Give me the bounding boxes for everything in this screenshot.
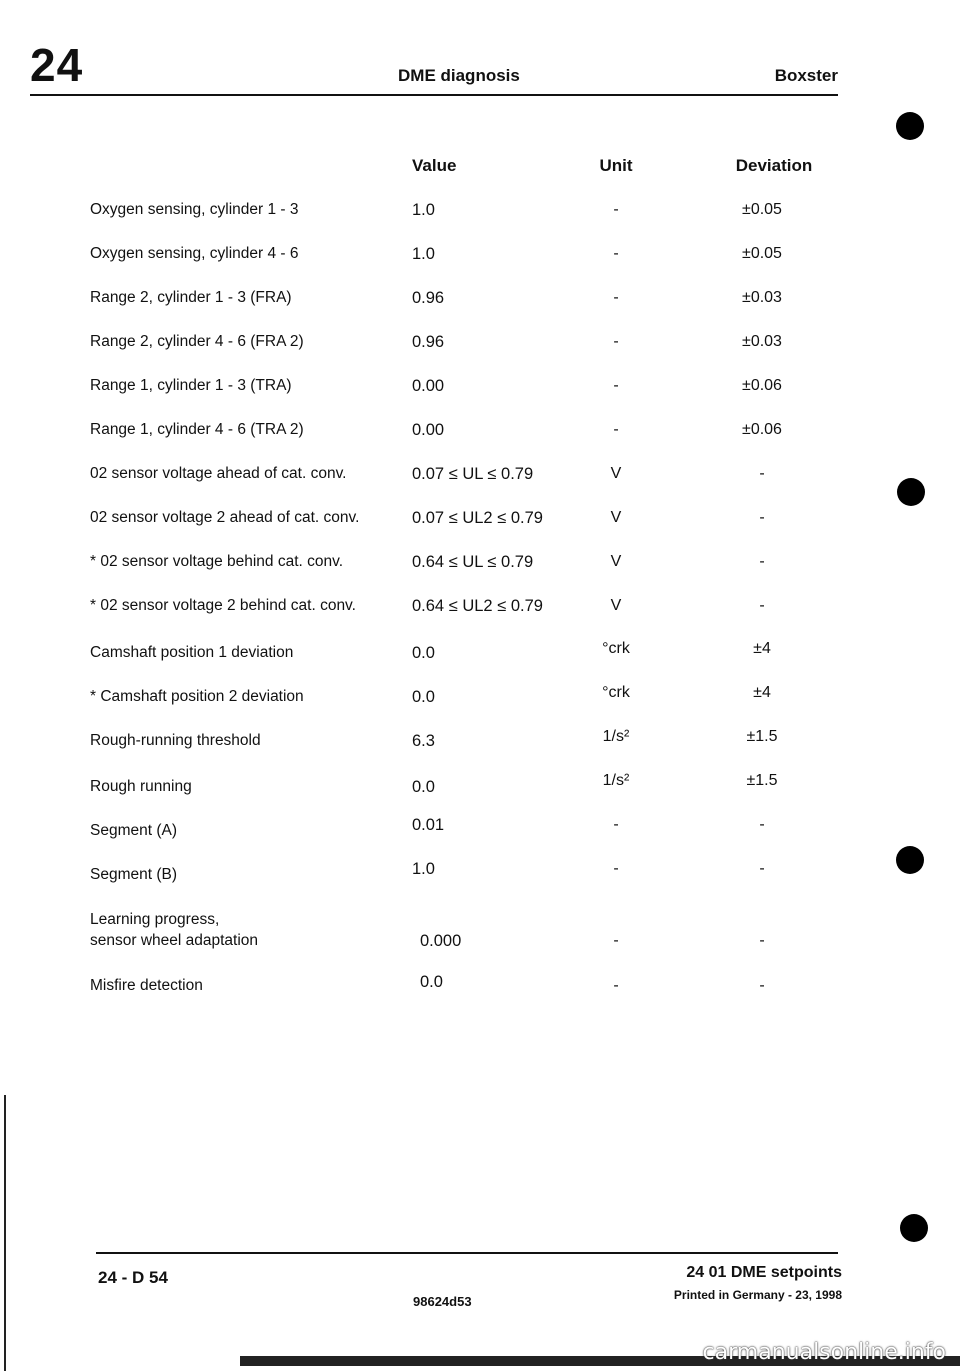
table-row (0, 973, 960, 1001)
row-deviation: - (759, 977, 765, 994)
row-unit: 1/s² (602, 728, 630, 745)
row-deviation: - (759, 509, 765, 526)
table-row (0, 377, 960, 401)
row-value: 0.0 (412, 644, 435, 662)
row-label: Oxygen sensing, cylinder 4 - 6 (90, 245, 299, 262)
row-label: * Camshaft position 2 deviation (90, 688, 304, 705)
row-deviation: ±1.5 (746, 772, 778, 789)
row-label: Camshaft position 1 deviation (90, 644, 294, 661)
row-unit: 1/s² (602, 772, 630, 789)
model-name: Boxster (774, 66, 838, 85)
row-label: Segment (B) (90, 866, 178, 883)
table-row (0, 465, 960, 489)
chapter-number: 24 (30, 39, 84, 91)
row-value: 0.64 ≤ UL2 ≤ 0.79 (412, 597, 543, 615)
row-label: 02 sensor voltage 2 ahead of cat. conv. (90, 509, 360, 526)
row-label: 02 sensor voltage ahead of cat. conv. (90, 465, 347, 482)
column-header-unit: Unit (599, 156, 633, 175)
row-label: Range 1, cylinder 1 - 3 (TRA) (90, 377, 292, 394)
row-value: 0.0 (420, 973, 443, 991)
row-label: * 02 sensor voltage 2 behind cat. conv. (90, 597, 356, 614)
row-value: 0.0 (412, 688, 435, 706)
row-value: 0.96 (412, 333, 445, 351)
row-deviation: ±0.05 (742, 201, 782, 218)
table-row (0, 201, 960, 225)
row-deviation: - (759, 597, 765, 614)
table-row (0, 772, 960, 802)
header-rule (30, 94, 838, 96)
row-unit: - (613, 377, 619, 394)
row-label: Segment (A) (90, 822, 178, 839)
row-label: sensor wheel adaptation (90, 932, 259, 949)
row-value: 0.000 (420, 932, 462, 950)
row-unit: - (613, 860, 619, 877)
table-row (0, 728, 960, 756)
row-deviation: - (759, 465, 765, 482)
row-unit: - (613, 932, 619, 949)
row-unit: - (613, 421, 619, 438)
table-row (0, 333, 960, 357)
row-unit: - (613, 977, 619, 994)
table-row (0, 597, 960, 621)
row-deviation: ±4 (753, 640, 771, 657)
row-value: 6.3 (412, 732, 435, 750)
table-row (0, 932, 960, 956)
row-label: Oxygen sensing, cylinder 1 - 3 (90, 201, 299, 218)
row-label: Range 2, cylinder 1 - 3 (FRA) (90, 289, 292, 306)
row-unit: °crk (602, 684, 630, 701)
row-label: * 02 sensor voltage behind cat. conv. (90, 553, 344, 570)
row-deviation: ±0.06 (742, 377, 782, 394)
row-label: Rough-running threshold (90, 732, 261, 749)
row-value: 0.01 (412, 816, 445, 834)
row-deviation: - (759, 860, 765, 877)
page-number: 24 - D 54 (98, 1268, 168, 1287)
row-deviation: ±1.5 (746, 728, 778, 745)
document-code: 98624d53 (413, 1294, 472, 1309)
punch-hole (900, 1214, 928, 1242)
table-row (0, 421, 960, 445)
row-unit: V (610, 465, 622, 482)
row-unit: V (610, 509, 622, 526)
row-value: 0.64 ≤ UL ≤ 0.79 (412, 553, 534, 571)
row-deviation: ±4 (753, 684, 771, 701)
row-value: 1.0 (412, 860, 435, 878)
print-info: Printed in Germany - 23, 1998 (673, 1288, 842, 1302)
table-row (0, 509, 960, 533)
table-row (0, 684, 960, 712)
page-title: DME diagnosis (398, 66, 520, 85)
row-value: 0.07 ≤ UL2 ≤ 0.79 (412, 509, 543, 527)
row-unit: °crk (602, 640, 630, 657)
table-row (0, 860, 960, 890)
row-unit: - (613, 816, 619, 833)
row-label: Range 1, cylinder 4 - 6 (TRA 2) (90, 421, 304, 438)
row-label: Learning progress, (90, 911, 220, 928)
row-label: Misfire detection (90, 977, 203, 994)
row-value: 1.0 (412, 245, 435, 263)
row-value: 0.00 (412, 421, 445, 439)
punch-hole (896, 846, 924, 874)
punch-hole (897, 478, 925, 506)
row-unit: - (613, 289, 619, 306)
row-value: 0.0 (412, 778, 435, 796)
row-deviation: ±0.03 (742, 289, 782, 306)
column-header-value: Value (412, 156, 457, 175)
table-row (0, 289, 960, 313)
row-value: 0.00 (412, 377, 445, 395)
row-deviation: ±0.06 (742, 421, 782, 438)
row-label: Range 2, cylinder 4 - 6 (FRA 2) (90, 333, 304, 350)
row-deviation: - (759, 553, 765, 570)
row-unit: V (610, 597, 622, 614)
table-row (0, 640, 960, 668)
row-deviation: - (759, 816, 765, 833)
row-deviation: ±0.03 (742, 333, 782, 350)
footer-rule (96, 1252, 838, 1254)
row-deviation: - (759, 932, 765, 949)
table-row (0, 245, 960, 269)
section-title: 24 01 DME setpoints (686, 1264, 842, 1281)
table-row (0, 816, 960, 846)
row-label: Rough running (90, 778, 192, 795)
punch-hole (896, 112, 924, 140)
row-unit: - (613, 333, 619, 350)
row-value: 1.0 (412, 201, 435, 219)
row-unit: - (613, 201, 619, 218)
table-row (0, 553, 960, 577)
scan-edge-line (4, 1095, 6, 1371)
column-header-deviation: Deviation (735, 156, 813, 175)
row-deviation: ±0.05 (742, 245, 782, 262)
row-value: 0.96 (412, 289, 445, 307)
row-unit: V (610, 553, 622, 570)
row-unit: - (613, 245, 619, 262)
row-value: 0.07 ≤ UL ≤ 0.79 (412, 465, 534, 483)
watermark: carmanualsonline.info (702, 1340, 946, 1365)
